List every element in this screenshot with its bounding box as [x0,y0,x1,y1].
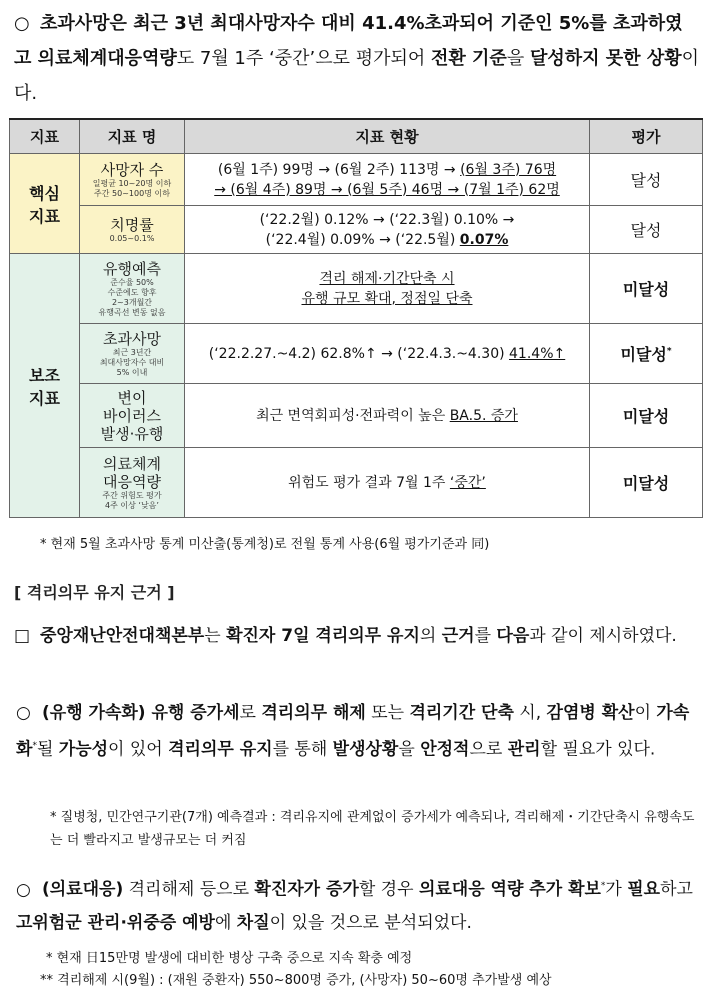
indicator-name-cell: 유행예측 준수율 50% 수준에도 향후 2~3개월간 유행곡선 변동 없음 [80,254,185,324]
evaluation-cell: 미달성* [590,324,703,384]
indicator-status-cell: 위험도 평가 결과 7월 1주 ‘중간’ [185,448,590,518]
paragraph-spread-acceleration: ○ (유행 가속화) 유행 증가세로 격리의무 해제 또는 격리기간 단축 시, 감염병 확산이 가속화*될 가능성이 있어 격리의무 유지를 통해 발생상황을 안정적으로 관리할 필요가 있다. [16,697,699,767]
indicator-status-cell: (‘22.2.27.~4.2) 62.8%↑ → (‘22.4.3.~4.30) 41.4%↑ [185,324,590,384]
auxiliary-indicator-label: 보조 지표 [10,254,80,518]
footnote-beds: * 현재 日15만명 발생에 대비한 병상 구축 중으로 지속 확충 예정 [46,951,413,966]
evaluation-cell: 미달성 [590,384,703,448]
indicator-name-cell: 의료체계 대응역량 주간 위험도 평가 4주 이상 ‘낮음’ [80,448,185,518]
indicator-name-cell: 치명률 0.05~0.1% [80,206,185,254]
table-row [10,206,703,254]
indicator-name-cell: 변이 바이러스 발생·유행 [80,384,185,448]
indicator-name-cell: 사망자 수 일평균 10~20명 이하 주간 50~100명 이하 [80,154,185,206]
evaluation-cell: 미달성 [590,254,703,324]
indicator-status-cell: 격리 해제·기간단축 시 유행 규모 확대, 정점일 단축 [185,254,590,324]
table-row [10,154,703,206]
indicator-status-cell: (6월 1주) 99명 → (6월 2주) 113명 → (6월 3주) 76명 → (6월 4주) 89명 → (6월 5주) 46명 → (7월 1주) 62명 [185,154,590,206]
table-row [10,448,703,518]
header-indicator-status: 지표 현황 [185,119,590,154]
paragraph-basis: □ 중앙재난안전대책본부는 확진자 7일 격리의무 유지의 근거를 다음과 같이 제시하였다. [14,621,699,651]
square-bullet-icon: □ [14,626,31,646]
table-row [10,324,703,384]
indicator-name-cell: 초과사망 최근 3년간 최대사망자수 대비 5% 이내 [80,324,185,384]
evaluation-cell: 달성 [590,206,703,254]
core-indicator-label: 핵심 지표 [10,154,80,254]
table-footnote: * 현재 5월 초과사망 통계 미산출(통계청)로 전월 통계 사용(6월 평가기준과 同) [40,537,490,552]
paragraph-medical-response: ○ (의료대응) 격리해제 등으로 확진자가 증가할 경우 의료대응 역량 추가 확보*가 필요하고 고위험군 관리·위중증 예방에 차질이 있을 것으로 분석되었다. [16,870,699,940]
evaluation-cell: 달성 [590,154,703,206]
footnote-spread: * 질병청, 민간연구기관(7개) 예측결과 : 격리유지에 관계없이 증가세가 예측되나, 격리해제・기간단축시 유행속도는 더 빨라지고 발생규모는 더 커짐 [50,810,695,848]
table-header-row [10,119,703,154]
section-title: [ 격리의무 유지 근거 ] [14,583,175,602]
indicator-status-cell: (‘22.2월) 0.12% → (‘22.3월) 0.10% → (‘22.4월) 0.09% → (‘22.5월) 0.07% [185,206,590,254]
circle-bullet-icon: ○ [16,703,31,723]
header-evaluation: 평가 [590,119,703,154]
circle-bullet-icon: ○ [14,13,30,34]
table-row [10,254,703,324]
indicator-status-cell: 최근 면역회피성·전파력이 높은 BA.5. 증가 [185,384,590,448]
header-indicator: 지표 [10,119,80,154]
indicator-table [9,118,703,518]
header-indicator-name: 지표 명 [80,119,185,154]
table-row [10,384,703,448]
intro-paragraph: ○ 초과사망은 최근 3년 최대사망자수 대비 41.4%초과되어 기준인 5%를 초과하였고 의료체계대응역량도 7월 1주 ‘중간’으로 평가되어 전환 기준을 달성하지 못한 상황이다. [14,6,699,111]
footnote-release-impact: ** 격리해제 시(9월) : (재원 중환자) 550~800명 증가, (사망자) 50~60명 추가발생 예상 [40,973,552,988]
circle-bullet-icon: ○ [16,879,31,900]
evaluation-cell: 미달성 [590,448,703,518]
